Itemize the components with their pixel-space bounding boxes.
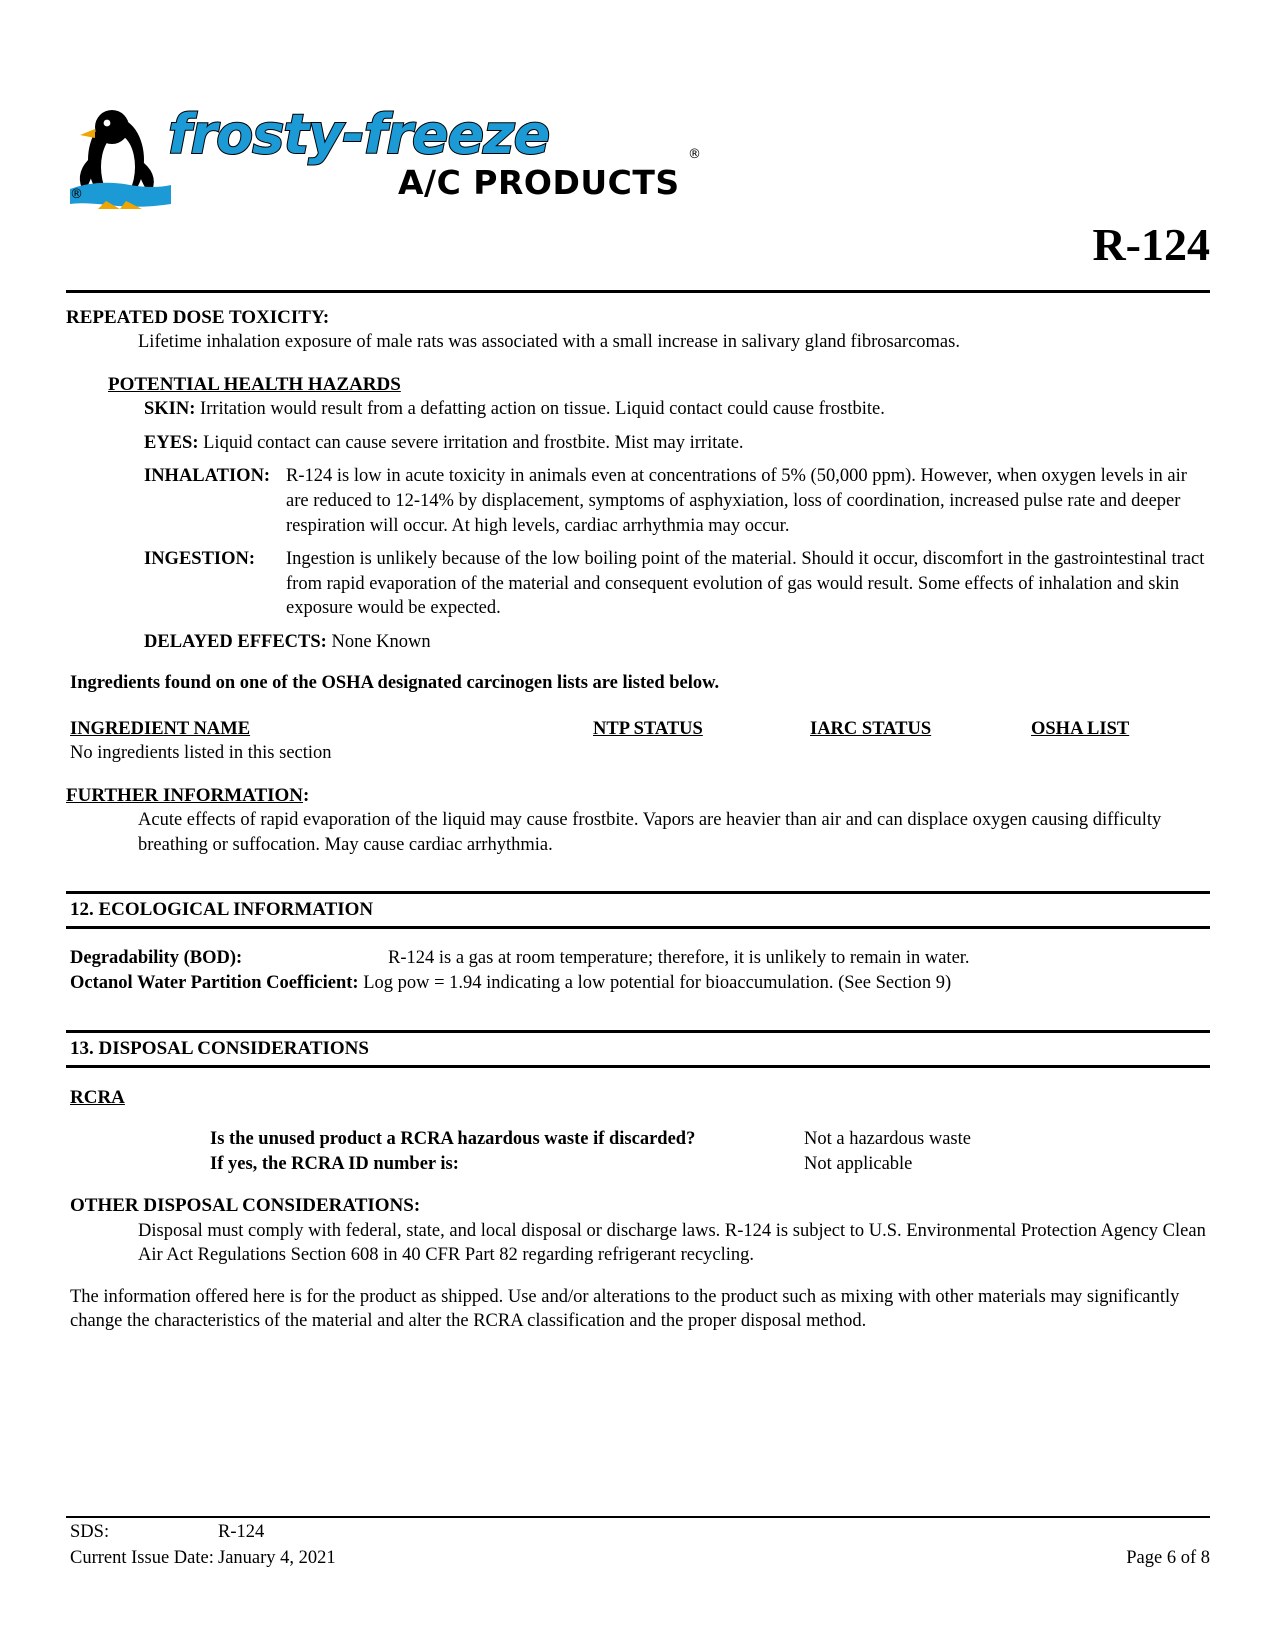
degradability-value: R-124 is a gas at room temperature; therefore, it is unlikely to remain in water. [388,948,970,969]
hazard-skin [144,397,1210,422]
octanol-row [70,971,1210,996]
rcra-question-2-label: If yes, the RCRA ID number is: [210,1153,459,1174]
potential-health-hazards-heading: POTENTIAL HEALTH HAZARDS [108,373,401,395]
hazard-eyes-text: Liquid contact can cause severe irritation and frostbite. Mist may irritate. [203,432,744,453]
rcra-question-1-label: Is the unused product a RCRA hazardous waste if discarded? [210,1129,696,1150]
company-logo [68,95,701,225]
penguin-logo-icon [68,105,173,215]
hazard-delayed-text: None Known [331,631,431,652]
section-12-title: 12. ECOLOGICAL INFORMATION [70,899,374,921]
product-code: R-124 [1092,219,1210,270]
footer-page-number: Page 6 of 8 [1126,1548,1210,1568]
rcra-question-1 [210,1127,1210,1152]
octanol-label: Octanol Water Partition Coefficient: [70,972,359,993]
other-disposal-heading: OTHER DISPOSAL CONSIDERATIONS: [70,1195,421,1217]
degradability-row [70,946,1210,971]
logo-subtitle: A/C PRODUCTS [398,163,680,202]
rcra-question-2-answer: Not applicable [804,1153,913,1174]
further-information-colon: : [303,784,310,806]
col-osha-list: OSHA LIST [1031,719,1130,740]
rcra-question-2 [210,1152,1210,1177]
hazard-inhalation-text: R-124 is low in acute toxicity in animals even at concentrations of 5% (50,000 ppm). However, when oxygen levels in air are reduced to 12-14% by displacement, symptoms of asphyxiation, loss of coordination, increased pulse rate and deeper respiration will occur. At high levels, cardiac arrhythmia may occur. [286,466,1187,536]
hazard-eyes [144,431,1210,456]
hazard-skin-label: SKIN: [144,399,196,420]
footer-date-label: Current Issue Date: [70,1548,214,1568]
degradability-label: Degradability (BOD): [70,948,243,969]
footer-row-sds [66,1522,1210,1548]
footer-date-value: January 4, 2021 [218,1548,336,1568]
further-information-body: Acute effects of rapid evaporation of the liquid may cause frostbite. Vapors are heavier than air and can displace oxygen causing difficulty breathing or suffocation. May cause cardiac arrhythmia. [138,809,1162,855]
closing-paragraph: The information offered here is for the product as shipped. Use and/or alterations to the product such as mixing with other materials may significantly change the characteristics of the material and alter the RCRA classification and the proper disposal method. [70,1286,1180,1332]
table-row: No ingredients listed in this section [70,743,332,764]
footer-row-date [66,1548,1210,1574]
col-iarc-status: IARC STATUS [810,719,932,740]
logo-wordmark: frosty-freeze [168,103,550,166]
octanol-value: Log pow = 1.94 indicating a low potential for bioaccumulation. (See Section 9) [363,972,952,993]
footer-sds-label: SDS: [70,1522,110,1542]
document-content [66,305,1210,1334]
section-12 [66,891,1210,929]
hazard-ingestion-text: Ingestion is unlikely because of the low boiling point of the material. Should it occur, discomfort in the gastrointestinal tract from rapid evaporation of the material and consequent evolution of gas would result. Some effects of inhalation and skin exposure would be expected. [286,549,1205,619]
header-divider [66,290,1210,293]
hazard-delayed-label: DELAYED EFFECTS: [144,631,327,652]
section-13-title: 13. DISPOSAL CONSIDERATIONS [70,1037,369,1059]
logo-registered-mark-2: ® [70,187,83,202]
section-13 [66,1030,1210,1068]
hazard-ingestion-label: INGESTION: [144,549,256,570]
further-information-heading [66,783,1210,808]
footer-divider [66,1516,1210,1518]
page-header [0,0,1276,270]
hazard-skin-text: Irritation would result from a defatting action on tissue. Liquid contact could cause frostbite. [200,399,885,420]
hazard-eyes-label: EYES: [144,432,199,453]
col-ntp-status: NTP STATUS [593,719,703,740]
page-footer [66,1516,1210,1574]
col-ingredient-name: INGREDIENT NAME [70,719,251,740]
further-information-heading-text: FURTHER INFORMATION [66,784,304,806]
table-header-row [66,717,1210,741]
rcra-heading: RCRA [70,1086,125,1108]
hazard-inhalation-label: INHALATION: [144,466,271,487]
other-disposal-body: Disposal must comply with federal, state, and local disposal or discharge laws. R-124 is subject to U.S. Environmental Protection Agency Clean Air Act Regulations Section 608 in 40 CFR Part 82 regarding refrigerant recycling. [138,1220,1206,1266]
hazard-ingestion [144,547,1210,621]
carcinogen-ingredient-table [66,717,1210,766]
footer-sds-value: R-124 [218,1522,265,1542]
repeated-dose-body: Lifetime inhalation exposure of male rats was associated with a small increase in salivary gland fibrosarcomas. [138,332,960,353]
hazard-inhalation [144,464,1210,538]
repeated-dose-heading: REPEATED DOSE TOXICITY: [66,307,330,328]
hazard-delayed-effects [144,630,1210,655]
carcinogen-note: Ingredients found on one of the OSHA designated carcinogen lists are listed below. [70,673,720,694]
logo-registered-mark: ® [688,147,701,162]
rcra-question-1-answer: Not a hazardous waste [804,1129,971,1150]
